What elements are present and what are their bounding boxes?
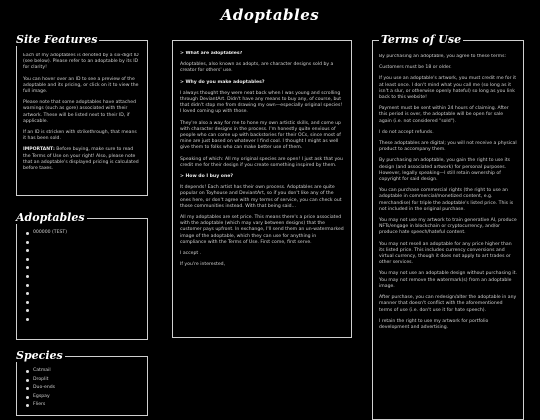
adoptables-panel [16,211,148,340]
terms-paragraph: After purchase, you can redesign/alter the adoptable in any manner that doesn't conflict with the aforementioned terms of use (i.e. don't use it for hate speech). [379,295,517,313]
terms-paragraph: I retain the right to use my artwork for portfolio development and advertising. [379,318,489,330]
adoptable-id-link[interactable]: 000000 (TEST) [33,230,68,235]
terms-paragraph: If you use an adoptable's artwork, you must credit me for it at least once. I don't mind what you call me (so long as it isn't a slur, or otherwise openly hateful) so long as you link back to this website! [379,76,517,101]
faq-answer-how-3: I accept . [180,251,202,257]
faq-question-why: > Why do you make adoptables? [180,79,265,85]
faq-content [180,51,344,273]
species-title: Species [16,349,63,362]
species-list [23,367,141,410]
terms-paragraph: By purchasing an adoptable, you gain the right to use its design (and associated artwork) for personal purposes. However, legally speaking—I still retain ownership of copyright for said design. [379,158,511,183]
terms-paragraph: You may not use an adoptable design without purchasing it. You may not remove the watermark(s) from an adoptable image. [379,271,517,289]
faq-answer-how-2: All my adoptables are set price. This means there's a price associated with the adoptable (which may vary between designs) that the customer pays upfront. In exchange, I'll send them an un-watermarked image of the adoptable, which they can use for anything in compliance with the Terms of Use. First come, first serve. [180,215,344,245]
faq-panel [172,40,352,338]
species-panel [16,349,148,416]
features-paragraph-2: You can hover over an ID to see a preview of the adoptable and its pricing, or click on it to view the full image. [23,76,139,95]
features-paragraph-1: Each of my adoptables is denoted by a six-digit ID (see below). Please refer to an adoptable by its ID for clarity! [23,53,139,71]
adoptable-item [33,246,141,255]
features-paragraph-3: Please note that some adoptables have attached warnings (such as gore) associated with their artwork. These will be listed next to their ID, if applicable. [23,100,137,124]
important-label: IMPORTANT: [23,147,55,153]
adoptable-item[interactable] [33,229,141,238]
site-features-panel [16,33,148,196]
adoptables-title: Adoptables [16,211,85,224]
species-item[interactable]: Fliers [33,401,141,410]
features-important [23,147,141,172]
faq-answer-why-1: I always thought they were neat back when I was young and scrolling through DeviantArt. Didn't have any means to buy any, of course, but that didn't stop me from drawing my own—especially original species! I loved coming up with those. [180,90,343,115]
adoptable-item [33,306,141,315]
faq-answer-what: Adoptables, also known as adopts, are character designs sold by a creator for others' use. [180,62,334,74]
site-features-title: Site Features [16,33,98,46]
page-title: Adoptables [220,6,320,24]
faq-answer-why-3: Speaking of which: All my original species are open! I just ask that you credit me for their design if you create something inspired by them. [180,156,343,168]
adoptable-item [33,298,141,307]
terms-paragraph: By purchasing an adoptable, you agree to these terms: [379,54,507,59]
adoptable-item [33,315,141,324]
species-item[interactable]: Egspay [33,393,141,402]
adoptables-list [23,229,141,324]
faq-question-how: > How do I buy one? [180,174,234,180]
faq-answer-why-2: They're also a way for me to hone my own artistic skills, and come up with character designs in the process. I'm honestly quite envious of people who can come up with backstories for their OCs, since most of mine are just based on whatever I find cool. I thought I might as well give them to folks who can make better use of them. [180,120,341,151]
terms-paragraph: You may not use my artwork to train generative AI, produce NFTs/engage in blockchain or cryptocurrency, and/or produce hate speech/hateful content. [379,218,517,236]
important-text: Before buying, make sure to read the Terms of Use on your right! Also, please note that an adoptable's displayed pricing is calculated before taxes. [23,147,139,172]
features-paragraph-4: If an ID is stricken with strikethrough, that means it has been sold. [23,130,137,142]
adoptable-item [33,281,141,290]
terms-paragraph: You can purchase commercial rights (the right to use an adoptable in commercial/monetized content, e.g. merchandise) for triple the adoptable's listed price. This is not included in the original purchase. [379,188,514,212]
adoptable-item [33,289,141,298]
adoptable-item [33,255,141,264]
faq-answer-how-1: It depends! Each artist has their own process. Adoptables are quite popular on Toyhouse and DeviantArt, so if you don't like any of the ones here, or don't agree with my terms of service, you can check out those communities instead. With that being said... [180,185,342,209]
faq-answer-how-4: If you're interested, [180,262,226,268]
terms-paragraph: Payment must be sent within 24 hours of claiming. After this period is over, the adoptable will be open for sale again (i.e. not considered "sold"). [379,106,509,124]
species-item[interactable]: Droplit [33,376,141,385]
faq-question-what: > What are adoptables? [180,51,243,56]
adoptable-item [33,272,141,281]
species-list-wrap [23,367,141,410]
terms-paragraph: Customers must be 18 or older. [379,65,452,71]
terms-panel [372,33,524,420]
terms-content [379,54,517,419]
site-features-content [23,53,141,177]
terms-paragraph: I do not accept refunds. [379,129,434,135]
terms-title: Terms of Use [381,33,462,46]
species-item[interactable]: Catmail [33,367,141,376]
terms-paragraph: These adoptables are digital; you will not receive a physical product to accompany them. [379,141,517,153]
adoptable-item [33,263,141,272]
species-item[interactable]: Duo-ends [33,384,141,393]
terms-paragraph: You may not resell an adoptable for any price higher than its listed price. This includes currency conversions and virtual currency, though it does not apply to art trades or other services. [379,241,512,266]
adoptable-item [33,238,141,247]
adoptables-list-wrap [23,229,141,324]
